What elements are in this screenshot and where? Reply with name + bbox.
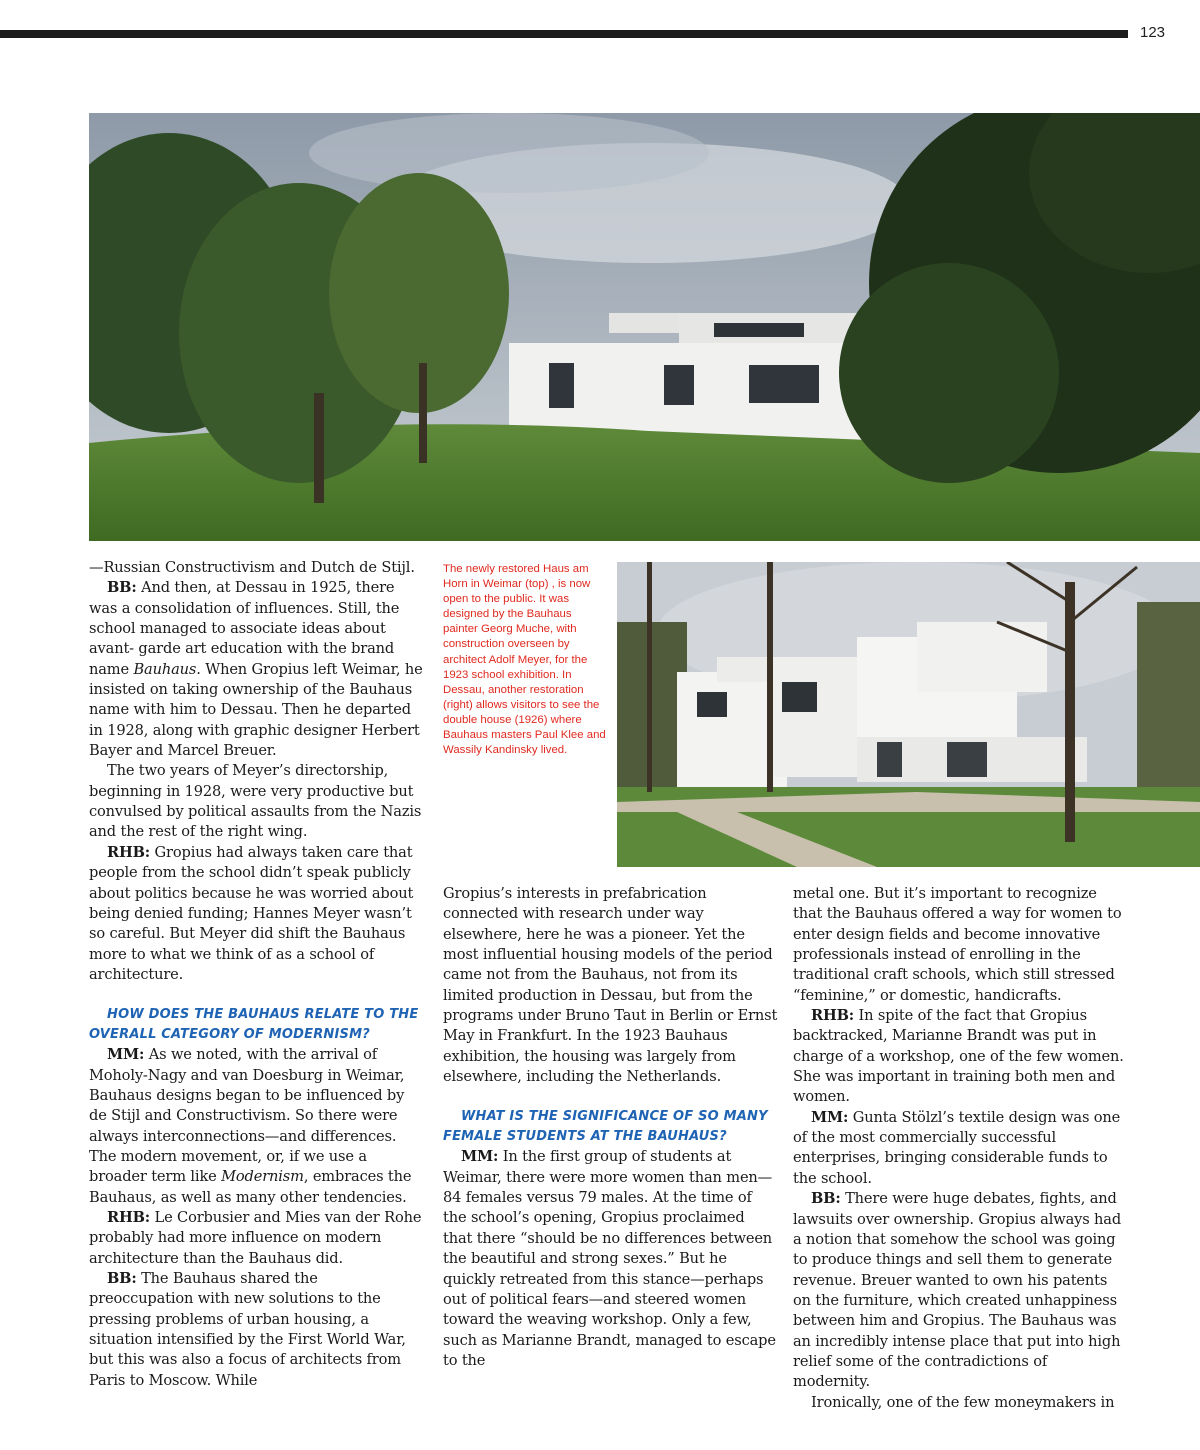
text-column-2: [443, 884, 778, 1371]
paragraph: MM: In the first group of students at Weimar, there were more women than men—84 females versus 79 males. At the time of the school’s opening, Gropius proclaimed that there “should be no differences between the beautiful and strong sexes.” But he quickly retreated from this stance—perhaps out of political fears—and steered women toward the weaving workshop. Only a few, such as Marianne Brandt, managed to escape to the: [443, 1148, 776, 1369]
dessau-double-house-image: [617, 562, 1200, 867]
speaker-label: RHB:: [107, 843, 151, 861]
speaker-label: MM:: [811, 1108, 849, 1126]
paragraph: metal one. But it’s important to recognize that the Bauhaus offered a way for women to enter design fields and become innovative professionals instead of enrolling in the traditional craft schools, which still stressed “feminine,” or domestic, handicrafts.: [793, 885, 1122, 1004]
photo-caption: The newly restored Haus am Horn in Weimar (top) , is now open to the public. It was designed by the Bauhaus painter Georg Muche, with construction overseen by architect Adolf Meyer, for the 1923 school exhibition. In Dessau, another restoration (right) allows visitors to see the double house (1926) where Bauhaus masters Paul Klee and Wassily Kandinsky lived.: [443, 563, 606, 757]
paragraph: BB: The Bauhaus shared the preoccupation with new solutions to the pressing problems of urban housing, a situation intensified by the First World War, but this was also a focus of architects from Paris to Moscow. While: [89, 1270, 406, 1389]
speaker-label: RHB:: [811, 1007, 855, 1025]
paragraph: The two years of Meyer’s directorship, beginning in 1928, were very productive but convulsed by political assaults from the Nazis and the rest of the right wing.: [89, 762, 422, 841]
speaker-label: RHB:: [107, 1208, 151, 1226]
paragraph: BB: And then, at Dessau in 1925, there was a consolidation of influences. Still, the school managed to associate ideas about avant- garde art education with the brand name Bauhaus. When Gropius left Weimar, he insisted on taking ownership of the Bauhaus name with him to Dessau. Then he departed in 1928, along with graphic designer Herbert Bayer and Marcel Breuer.: [89, 579, 423, 760]
header-rule: [0, 30, 1128, 38]
speaker-label: BB:: [811, 1190, 841, 1208]
paragraph: MM: As we noted, with the arrival of Moholy-Nagy and van Doesburg in Weimar, Bauhaus designs began to be influenced by de Stijl and Constructivism. So there were always interconnections—and differences. The modern movement, or, if we use a broader term like Modernism, embraces the Bauhaus, as well as many other tendencies.: [89, 1046, 412, 1206]
paragraph: MM: Gunta Stölzl’s textile design was one of the most commercially successful enterprises, bringing considerable funds to the school.: [793, 1108, 1121, 1187]
top-photo: [89, 113, 1200, 541]
speaker-label: BB:: [107, 579, 137, 597]
paragraph: Ironically, one of the few moneymakers in: [811, 1393, 1115, 1411]
section-heading: WHAT IS THE SIGNIFICANCE OF SO MANY FEMALE STUDENTS AT THE BAUHAUS?: [443, 1109, 768, 1145]
paragraph: Gropius’s interests in prefabrication connected with research under way elsewhere, here he was a pioneer. Yet the most influential housing models of the period came not from the Bauhaus, not from its limited production in Dessau, but from the programs under Bruno Taut in Berlin or Ernst May in Frankfurt. In the 1923 Bauhaus exhibition, the housing was largely from elsewhere, including the Netherlands.: [443, 885, 778, 1086]
speaker-label: BB:: [107, 1270, 137, 1287]
paragraph: RHB: Le Corbusier and Mies van der Rohe probably had more influence on modern architecture than the Bauhaus did.: [89, 1208, 422, 1267]
text-column-1: [89, 558, 424, 1391]
paragraph: BB: There were huge debates, fights, and lawsuits over ownership. Gropius always had a notion that somehow the school was going to produce things and sell them to generate revenue. Breuer wanted to own his patents on the furniture, which created unhappiness between him and Gropius. The Bauhaus was an incredibly intense place that put into high relief some of the contradictions of modernity.: [793, 1190, 1122, 1391]
right-photo: [617, 562, 1200, 867]
text-column-3: [793, 884, 1128, 1413]
paragraph: RHB: Gropius had always taken care that people from the school didn’t speak publicly about politics because he was worried about being denied funding; Hannes Meyer wasn’t so careful. But Meyer did shift the Bauhaus more to what we think of as a school of architecture.: [89, 843, 414, 983]
speaker-label: MM:: [107, 1046, 145, 1064]
section-heading: HOW DOES THE BAUHAUS RELATE TO THE OVERALL CATEGORY OF MODERNISM?: [89, 1007, 419, 1043]
haus-am-horn-image: [89, 113, 1200, 541]
page-number: 123: [1140, 24, 1166, 41]
speaker-label: MM:: [461, 1148, 499, 1166]
paragraph: —Russian Constructivism and Dutch de Stijl.: [89, 559, 415, 576]
paragraph: RHB: In spite of the fact that Gropius backtracked, Marianne Brandt was put in charge of a workshop, one of the few women. She was important in training both men and women.: [793, 1007, 1124, 1106]
